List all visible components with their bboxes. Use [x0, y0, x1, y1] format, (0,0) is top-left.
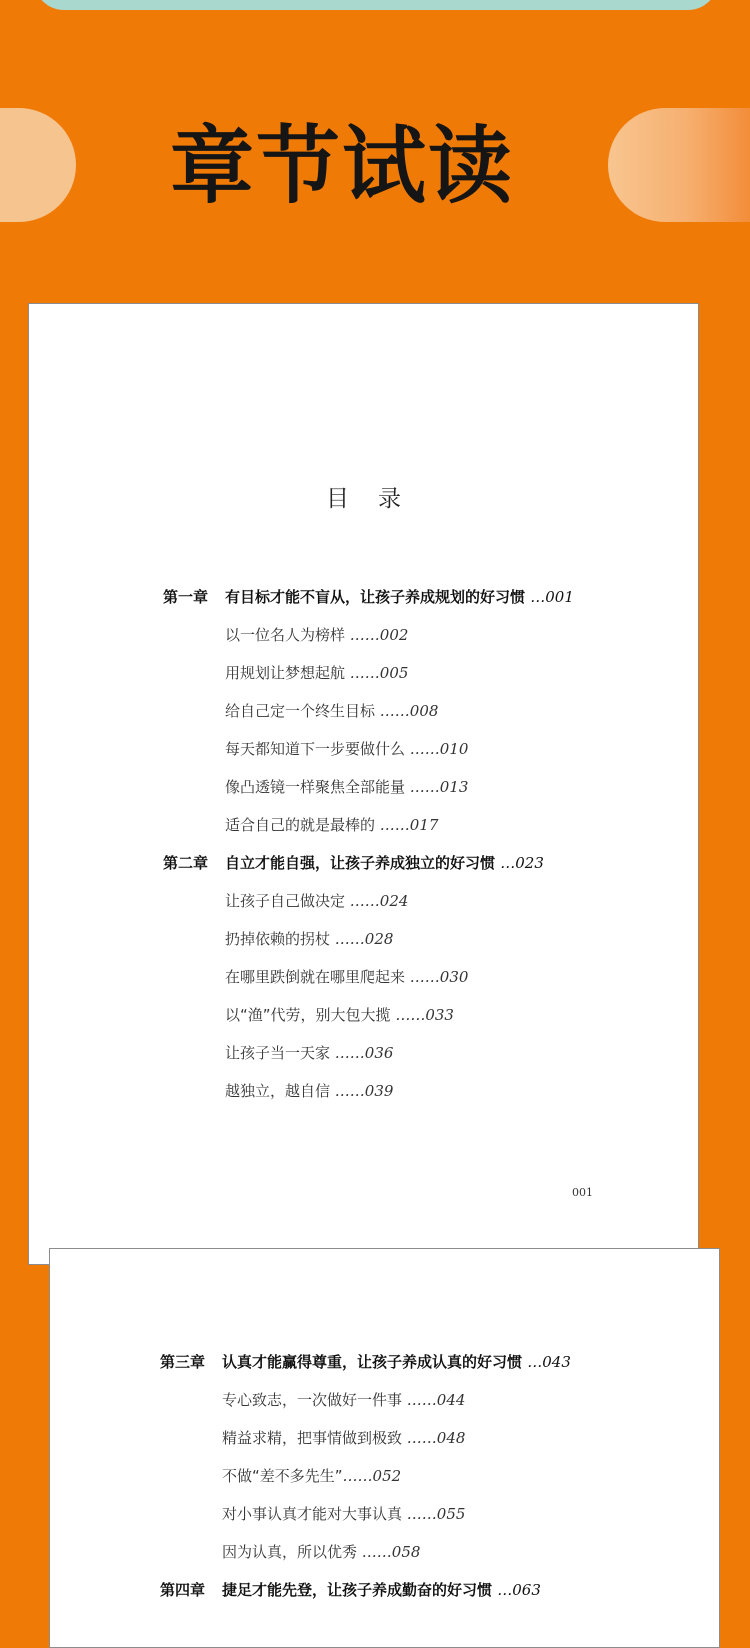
- toc-section-entry: [222, 1466, 401, 1486]
- section-title: 对小事认真才能对大事认真: [222, 1505, 403, 1523]
- page-ref: ……010: [409, 740, 469, 758]
- section-title: 让孩子自己做决定: [225, 892, 346, 910]
- page-ref: ……024: [349, 892, 409, 910]
- section-title: 在哪里跌倒就在哪里爬起来: [225, 968, 406, 986]
- section-title: 越独立，越自信: [225, 1082, 331, 1100]
- page-ref: …063: [497, 1581, 541, 1599]
- toc-title-char: 目: [326, 486, 349, 512]
- chapter-label: 第二章: [163, 854, 209, 872]
- page-ref: ……039: [334, 1082, 394, 1100]
- section-title: 不做“差不多先生”: [222, 1467, 343, 1485]
- toc-section-entry: [225, 777, 468, 797]
- page-ref: ……028: [334, 930, 394, 948]
- section-title: 因为认真，所以优秀: [222, 1543, 358, 1561]
- toc-title: [29, 480, 698, 513]
- toc-section-entry: [222, 1390, 465, 1410]
- section-title: 精益求精，把事情做到极致: [222, 1429, 403, 1447]
- page-ref: ……002: [349, 626, 409, 644]
- toc-chapter-entry: [163, 853, 544, 873]
- toc-section-entry: [222, 1542, 420, 1562]
- toc-section-entry: [225, 815, 438, 835]
- toc-section-entry: [222, 1428, 465, 1448]
- chapter-title: 有目标才能不盲从，让孩子养成规划的好习惯: [225, 588, 526, 606]
- page-ref: ……044: [406, 1391, 466, 1409]
- section-title: 以“渔”代劳，别大包大揽: [225, 1006, 391, 1024]
- toc-section-entry: [222, 1504, 465, 1524]
- page-ref: ……048: [406, 1429, 466, 1447]
- toc-chapter-entry: [160, 1352, 571, 1372]
- toc-section-entry: [225, 1043, 393, 1063]
- page-ref: ……055: [406, 1505, 466, 1523]
- chapter-title: 自立才能自强，让孩子养成独立的好习惯: [225, 854, 496, 872]
- section-title: 专心致志，一次做好一件事: [222, 1391, 403, 1409]
- section-title: 用规划让梦想起航: [225, 664, 346, 682]
- chapter-label: 第一章: [163, 588, 209, 606]
- page-number: 001: [572, 1186, 593, 1199]
- toc-page-1: [28, 303, 699, 1265]
- section-title: 像凸透镜一样聚焦全部能量: [225, 778, 406, 796]
- top-banner-pill: [34, 0, 718, 10]
- toc-section-entry: [225, 1005, 454, 1025]
- section-title: 给自己定一个终生目标: [225, 702, 376, 720]
- section-title: 适合自己的就是最棒的: [225, 816, 376, 834]
- toc-section-entry: [225, 1081, 393, 1101]
- section-heading: 章节试读: [169, 117, 514, 215]
- toc-section-entry: [225, 929, 393, 949]
- chapter-title: 认真才能赢得尊重，让孩子养成认真的好习惯: [222, 1353, 523, 1371]
- page-ref: ……017: [379, 816, 439, 834]
- page-ref: ……033: [395, 1006, 454, 1024]
- page-ref: ……005: [349, 664, 409, 682]
- page-ref: …001: [530, 588, 574, 606]
- page-ref: ……058: [361, 1543, 421, 1561]
- toc-section-entry: [225, 625, 408, 645]
- section-title: 以一位名人为榜样: [225, 626, 346, 644]
- toc-title-char: 录: [378, 486, 401, 512]
- chapter-label: 第三章: [160, 1353, 206, 1371]
- page-ref: ……030: [409, 968, 469, 986]
- page-ref: ……008: [379, 702, 439, 720]
- toc-section-entry: [225, 739, 468, 759]
- section-title: 扔掉依赖的拐杖: [225, 930, 331, 948]
- page-ref: ……013: [409, 778, 469, 796]
- toc-section-entry: [225, 663, 408, 683]
- toc-section-entry: [225, 967, 468, 987]
- section-title: 让孩子当一天家: [225, 1044, 331, 1062]
- toc-section-entry: [225, 701, 438, 721]
- section-title: 每天都知道下一步要做什么: [225, 740, 406, 758]
- toc-page-2: [49, 1248, 720, 1648]
- toc-section-entry: [225, 891, 408, 911]
- page-ref: ……036: [334, 1044, 394, 1062]
- chapter-label: 第四章: [160, 1581, 206, 1599]
- page-ref: ……052: [342, 1467, 402, 1485]
- toc-chapter-entry: [163, 587, 574, 607]
- toc-chapter-entry: [160, 1580, 541, 1600]
- page-ref: …023: [500, 854, 544, 872]
- page-ref: …043: [527, 1353, 571, 1371]
- chapter-title: 捷足才能先登，让孩子养成勤奋的好习惯: [222, 1581, 493, 1599]
